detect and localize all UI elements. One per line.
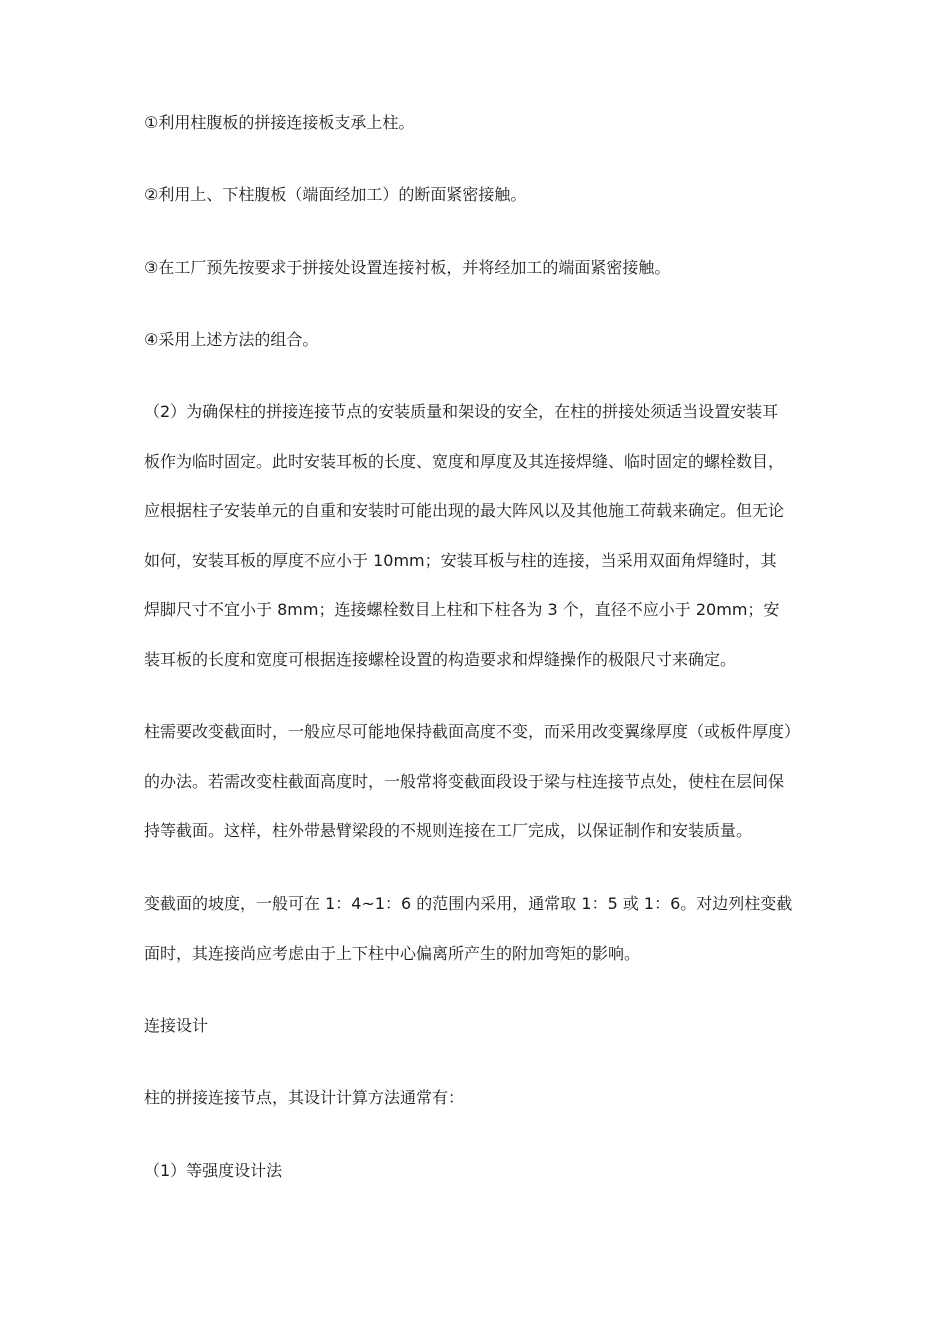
text-line: （1）等强度设计法 bbox=[144, 1161, 283, 1180]
section-heading bbox=[144, 1001, 816, 1051]
paragraph-slope bbox=[144, 879, 816, 978]
list-item-2 bbox=[144, 170, 816, 220]
paragraph-methods-intro bbox=[144, 1073, 816, 1123]
text-line: （2）为确保柱的拼接连接节点的安装质量和架设的安全，在柱的拼接处须适当设置安装耳 bbox=[144, 402, 779, 421]
list-item-3 bbox=[144, 243, 816, 293]
paragraph-method-1 bbox=[144, 1146, 816, 1196]
list-item-4 bbox=[144, 315, 816, 365]
paragraph-section-change bbox=[144, 707, 816, 856]
text-line: 的办法。若需改变柱截面高度时，一般常将变截面段设于梁与柱连接节点处，使柱在层间保 bbox=[144, 771, 785, 791]
text-line: ②利用上、下柱腹板（端面经加工）的断面紧密接触。 bbox=[144, 185, 527, 204]
text-line: 应根据柱子安装单元的自重和安装时可能出现的最大阵风以及其他施工荷载来确定。但无论 bbox=[144, 501, 785, 520]
text-line: ①利用柱腹板的拼接连接板支承上柱。 bbox=[144, 113, 415, 132]
text-line: 柱的拼接连接节点，其设计计算方法通常有： bbox=[144, 1088, 465, 1107]
text-line: 持等截面。这样，柱外带悬臂梁段的不规则连接在工厂完成，以保证制作和安装质量。 bbox=[144, 821, 753, 840]
heading-text: 连接设计 bbox=[144, 1016, 209, 1035]
text-line: 面时，其连接尚应考虑由于上下柱中心偏离所产生的附加弯矩的影响。 bbox=[144, 943, 641, 963]
text-line: 板作为临时固定。此时安装耳板的长度、宽度和厚度及其连接焊缝、临时固定的螺栓数目， bbox=[144, 451, 785, 471]
text-line: ③在工厂预先按要求于拼接处设置连接衬板，并将经加工的端面紧密接触。 bbox=[144, 258, 671, 277]
text-line: 变截面的坡度，一般可在 1：4~1：6 的范围内采用，通常取 1：5 或 1：6。对边列柱变截 bbox=[144, 894, 793, 913]
text-line: 焊脚尺寸不宜小于 8mm；连接螺栓数目上柱和下柱各为 3 个，直径不应小于 20mm；安 bbox=[144, 600, 780, 619]
list-item-1 bbox=[144, 98, 816, 148]
paragraph-ear-plate bbox=[144, 387, 816, 684]
text-line: 柱需要改变截面时，一般应尽可能地保持截面高度不变，而采用改变翼缘厚度（或板件厚度） bbox=[144, 722, 801, 741]
text-line: 如何，安装耳板的厚度不应小于 10mm；安装耳板与柱的连接，当采用双面角焊缝时，其 bbox=[144, 550, 777, 570]
text-line: ④采用上述方法的组合。 bbox=[144, 330, 319, 349]
text-line: 装耳板的长度和宽度可根据连接螺栓设置的构造要求和焊缝操作的极限尺寸来确定。 bbox=[144, 649, 737, 669]
